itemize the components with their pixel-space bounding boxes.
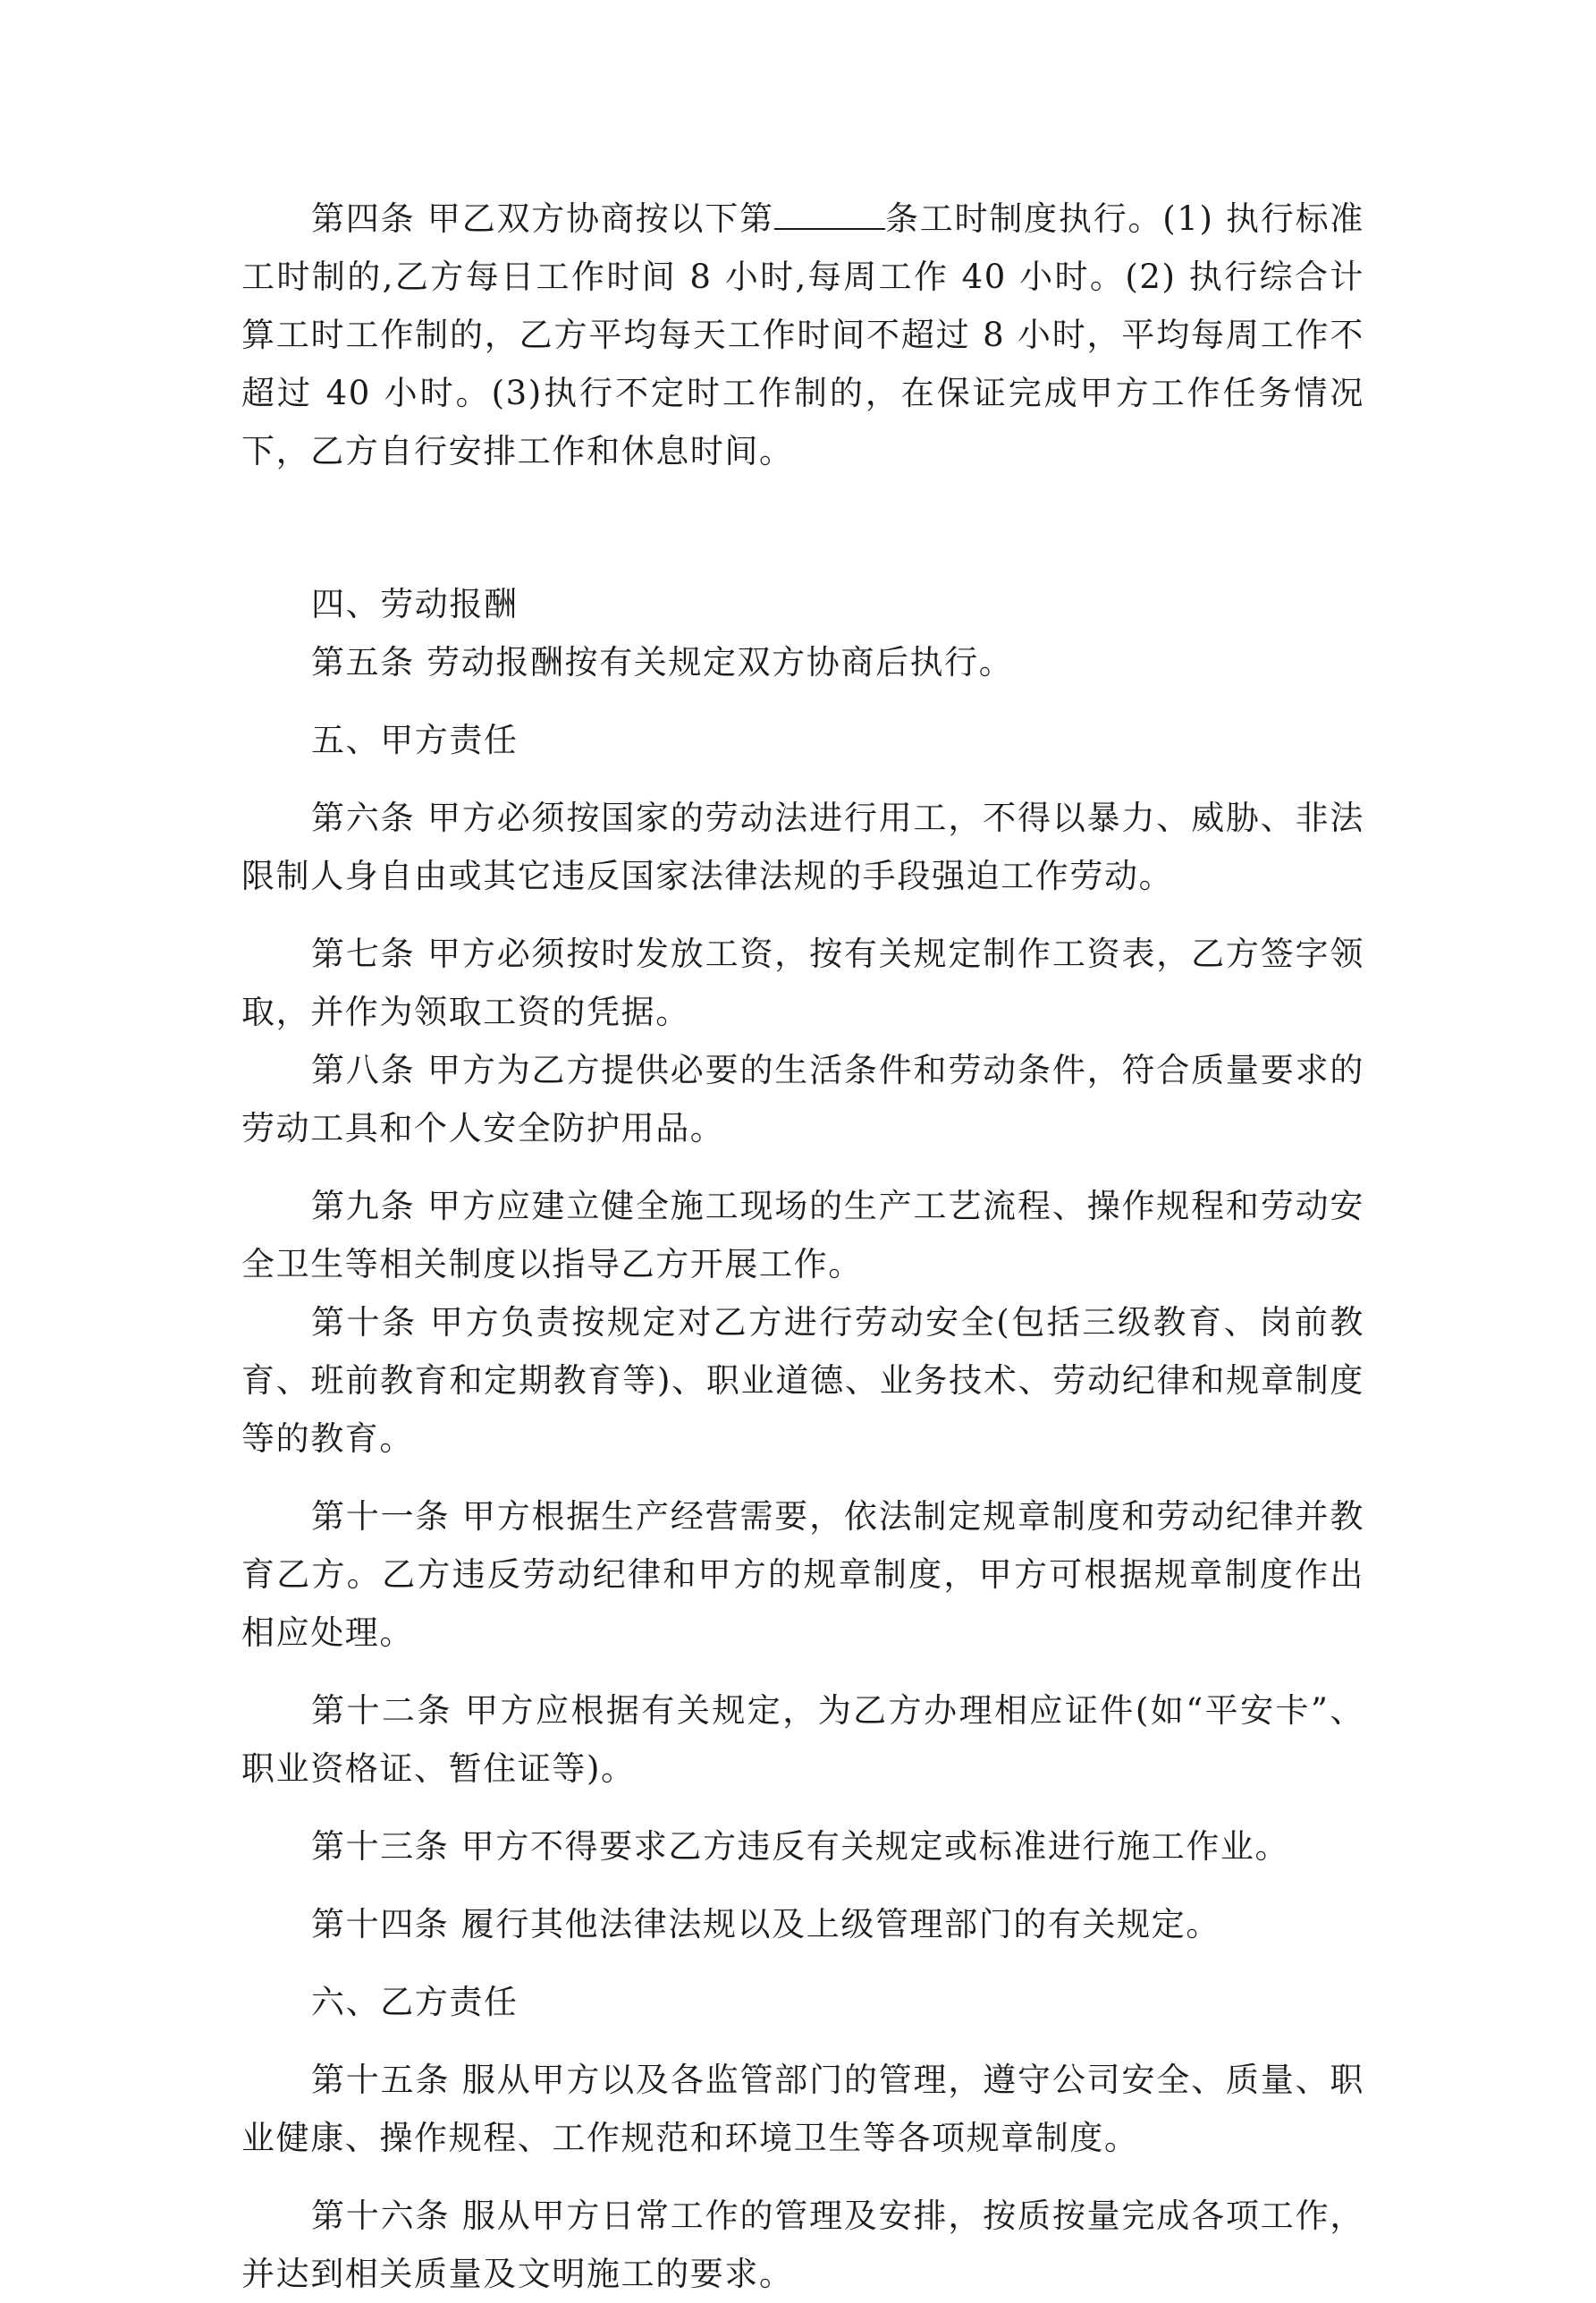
article-4-text-end: 条工时制度执行。(1) 执行标准工时制的,乙方每日工作时间 8 小时,每周工作 40 小时。(2) 执行综合计算工时工作制的，乙方平均每天工作时间不超过 8 小时，平均每周工作不超过 40 小时。(3)执行不定时工作制的，在保证完成甲方工作任务情况下，乙方自行安排工作和休息时间。 — [241, 199, 1364, 470]
article-4 — [241, 190, 1364, 480]
section-heading-party-b: 六、乙方责任 — [311, 1983, 519, 2021]
article-11: 第十一条 甲方根据生产经营需要，依法制定规章制度和劳动纪律并教育乙方。乙方违反劳动纪律和甲方的规章制度，甲方可根据规章制度作出相应处理。 — [241, 1497, 1364, 1652]
fill-in-blank — [774, 201, 885, 230]
article-8: 第八条 甲方为乙方提供必要的生活条件和劳动条件，符合质量要求的劳动工具和个人安全防护用品。 — [241, 1051, 1364, 1147]
article-13: 第十三条 甲方不得要求乙方违反有关规定或标准进行施工作业。 — [311, 1827, 1290, 1866]
article-6: 第六条 甲方必须按国家的劳动法进行用工，不得以暴力、威胁、非法限制人身自由或其它违反国家法律法规的手段强迫工作劳动。 — [241, 799, 1364, 895]
section-heading-party-a: 五、甲方责任 — [311, 721, 519, 759]
article-5: 第五条 劳动报酬按有关规定双方协商后执行。 — [311, 643, 1014, 682]
article-9: 第九条 甲方应建立健全施工现场的生产工艺流程、操作规程和劳动安全卫生等相关制度以指导乙方开展工作。 — [241, 1187, 1364, 1283]
article-16: 第十六条 服从甲方日常工作的管理及安排，按质按量完成各项工作，并达到相关质量及文明施工的要求。 — [241, 2197, 1364, 2293]
article-4-text-start: 第四条 甲乙双方协商按以下第 — [311, 199, 774, 238]
section-heading-labor-pay: 四、劳动报酬 — [311, 585, 519, 623]
article-12: 第十二条 甲方应根据有关规定，为乙方办理相应证件(如“平安卡”、职业资格证、暂住证等)。 — [241, 1691, 1364, 1788]
article-14: 第十四条 履行其他法律法规以及上级管理部门的有关规定。 — [311, 1905, 1220, 1943]
article-15: 第十五条 服从甲方以及各监管部门的管理，遵守公司安全、质量、职业健康、操作规程、工作规范和环境卫生等各项规章制度。 — [241, 2061, 1364, 2157]
article-7: 第七条 甲方必须按时发放工资，按有关规定制作工资表，乙方签字领取，并作为领取工资的凭据。 — [241, 935, 1364, 1031]
article-10: 第十条 甲方负责按规定对乙方进行劳动安全(包括三级教育、岗前教育、班前教育和定期教育等)、职业道德、业务技术、劳动纪律和规章制度等的教育。 — [241, 1303, 1364, 1458]
